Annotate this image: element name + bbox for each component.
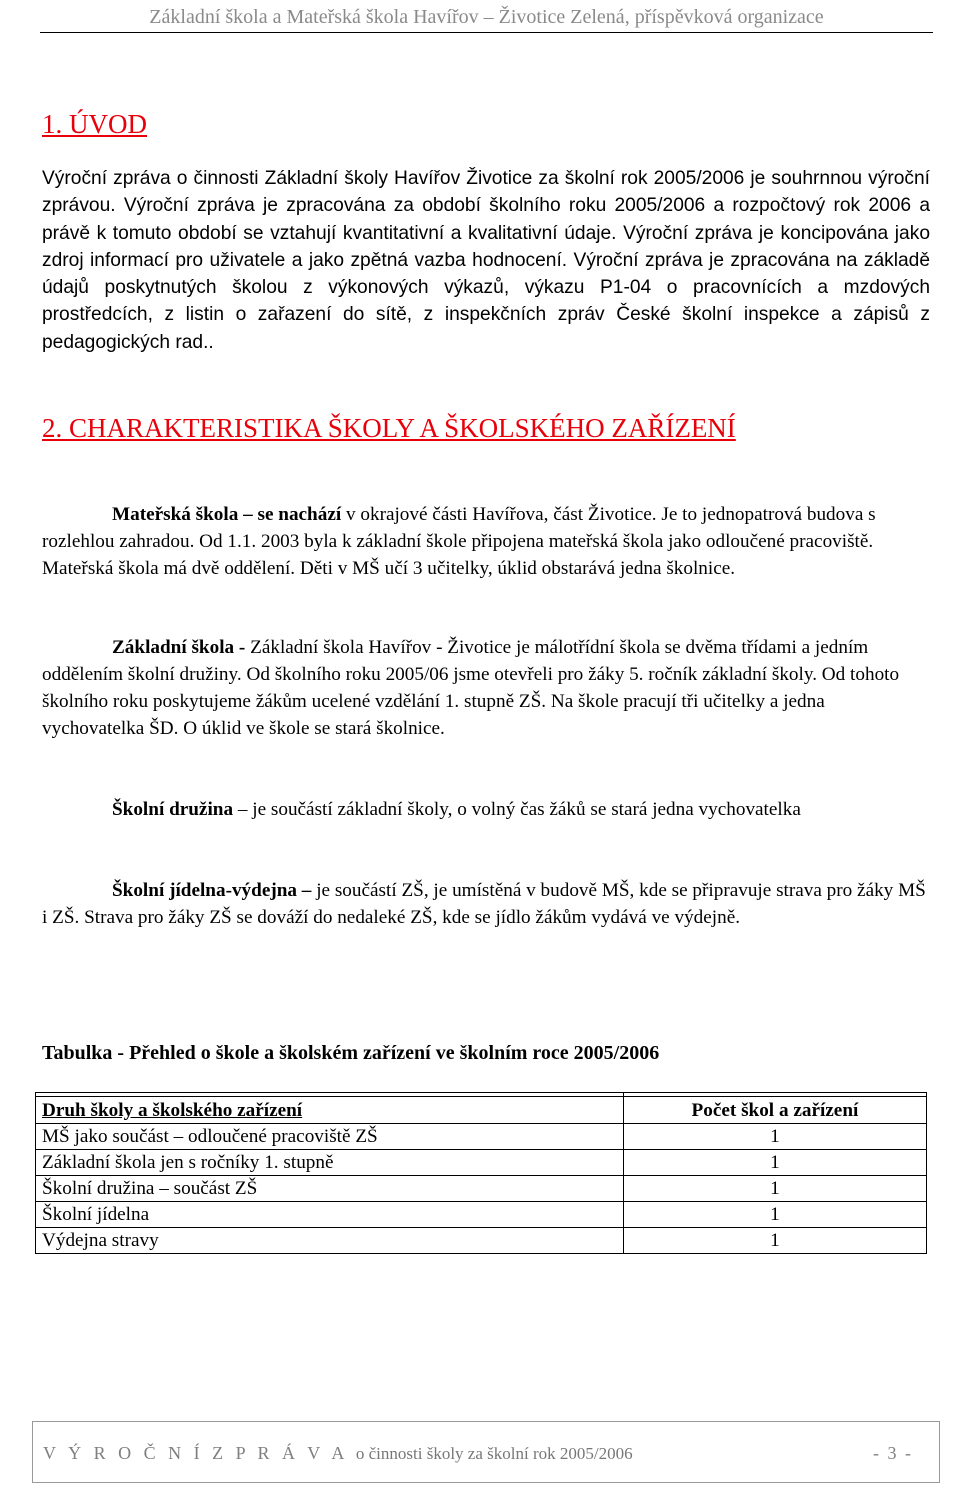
footer-title: V Ý R O Č N Í Z P R Á V A	[43, 1443, 348, 1463]
table-row	[36, 1202, 927, 1228]
term-skolni-jidelna: Školní jídelna-výdejna –	[112, 880, 312, 901]
text-skolni-druzina: – je součástí základní školy, o volný čas žáků se stará jedna vychovatelka	[233, 799, 801, 820]
cell-count: 1	[623, 1202, 926, 1228]
cell-type: Výdejna stravy	[36, 1228, 624, 1254]
cell-count: 1	[623, 1124, 926, 1150]
footer-subtitle: o činnosti školy za školní rok 2005/2006	[355, 1444, 633, 1463]
page-footer	[32, 1421, 940, 1483]
page-number: - 3 -	[873, 1443, 913, 1463]
cell-count: 1	[623, 1228, 926, 1254]
cell-type: Školní družina – součást ZŠ	[36, 1176, 624, 1202]
term-materska-skola: Mateřská škola – se nachází	[112, 504, 342, 525]
term-skolni-druzina: Školní družina	[112, 799, 234, 820]
column-header-type: Druh školy a školského zařízení	[36, 1097, 624, 1124]
section-heading-intro: 1. ÚVOD	[42, 109, 147, 139]
table-header-row	[36, 1097, 927, 1124]
footer-title-block	[43, 1422, 633, 1485]
text-skolni-jidelna: je součástí ZŠ, je umístěná v budově MŠ, kde se připravuje strava pro žáky MŠ i ZŠ. Strava pro žáky ZŠ se dováží do nedaleké ZŠ, kde se jídlo žákům vydává ve výdejně.	[42, 880, 926, 928]
table-row	[36, 1228, 927, 1254]
text-zakladni-skola: Základní škola Havířov - Životice je málotřídní škola se dvěma třídami a jedním oddělením školní družiny. Od školního roku 2005/06 jsme otevřeli pro žáky 5. ročník základní školy. Od tohoto školního roku poskytujeme žákům ucelené vzdělání 1. stupně ZŠ. Na škole pracují tři učitelky a jedna vychovatelka ŠD. O úklid ve škole se stará školnice.	[42, 637, 900, 739]
paragraph-skolni-jidelna	[42, 877, 930, 931]
paragraph-materska-skola	[42, 501, 930, 582]
table-title: Tabulka - Přehled o škole a školském zařízení ve školním roce 2005/2006	[42, 1042, 660, 1064]
page-header: Základní škola a Mateřská škola Havířov – Životice Zelená, příspěvková organizace	[40, 4, 933, 33]
paragraph-skolni-druzina	[42, 796, 930, 823]
text-materska-skola: v okrajové části Havířova, část Životice. Je to jednopatrová budova s rozlehlou zahradou. Od 1.1. 2003 byla k základní škole připojena mateřská škola jako odloučené pracoviště. Mateřská škola má dvě oddělení. Děti v MŠ učí 3 učitelky, úklid obstarává jedna školnice.	[42, 504, 876, 579]
column-header-count: Počet škol a zařízení	[623, 1097, 926, 1124]
section-heading-characteristics: 2. CHARAKTERISTIKA ŠKOLY A ŠKOLSKÉHO ZAŘÍZENÍ	[42, 413, 736, 443]
table-row	[36, 1124, 927, 1150]
table-row	[36, 1150, 927, 1176]
cell-type: MŠ jako součást – odloučené pracoviště ZŠ	[36, 1124, 624, 1150]
intro-paragraph: Výroční zpráva o činnosti Základní školy Havířov Životice za školní rok 2005/2006 je souhrnnou výroční zprávou. Výroční zpráva je zpracována za období školního roku 2005/2006 a rozpočtový rok 2006 a právě k tomuto období se vztahují kvantitativní a kvalitativní údaje. Výroční zpráva je koncipována jako zdroj informací pro uživatele a jako zpětná vazba hodnocení. Výroční zpráva je zpracována na základě údajů poskytnutých školou z výkonových výkazů, výkazu P1-04 o pracovnících a mzdových prostředcích, z listin o zařazení do sítě, z inspekčních zpráv České školní inspekce a zápisů z pedagogických rad..	[42, 168, 930, 353]
cell-type: Základní škola jen s ročníky 1. stupně	[36, 1150, 624, 1176]
cell-count: 1	[623, 1150, 926, 1176]
cell-type: Školní jídelna	[36, 1202, 624, 1228]
school-overview-table	[35, 1092, 927, 1254]
paragraph-zakladni-skola	[42, 634, 930, 742]
term-zakladni-skola: Základní škola -	[112, 637, 246, 658]
cell-count: 1	[623, 1176, 926, 1202]
table-row	[36, 1176, 927, 1202]
